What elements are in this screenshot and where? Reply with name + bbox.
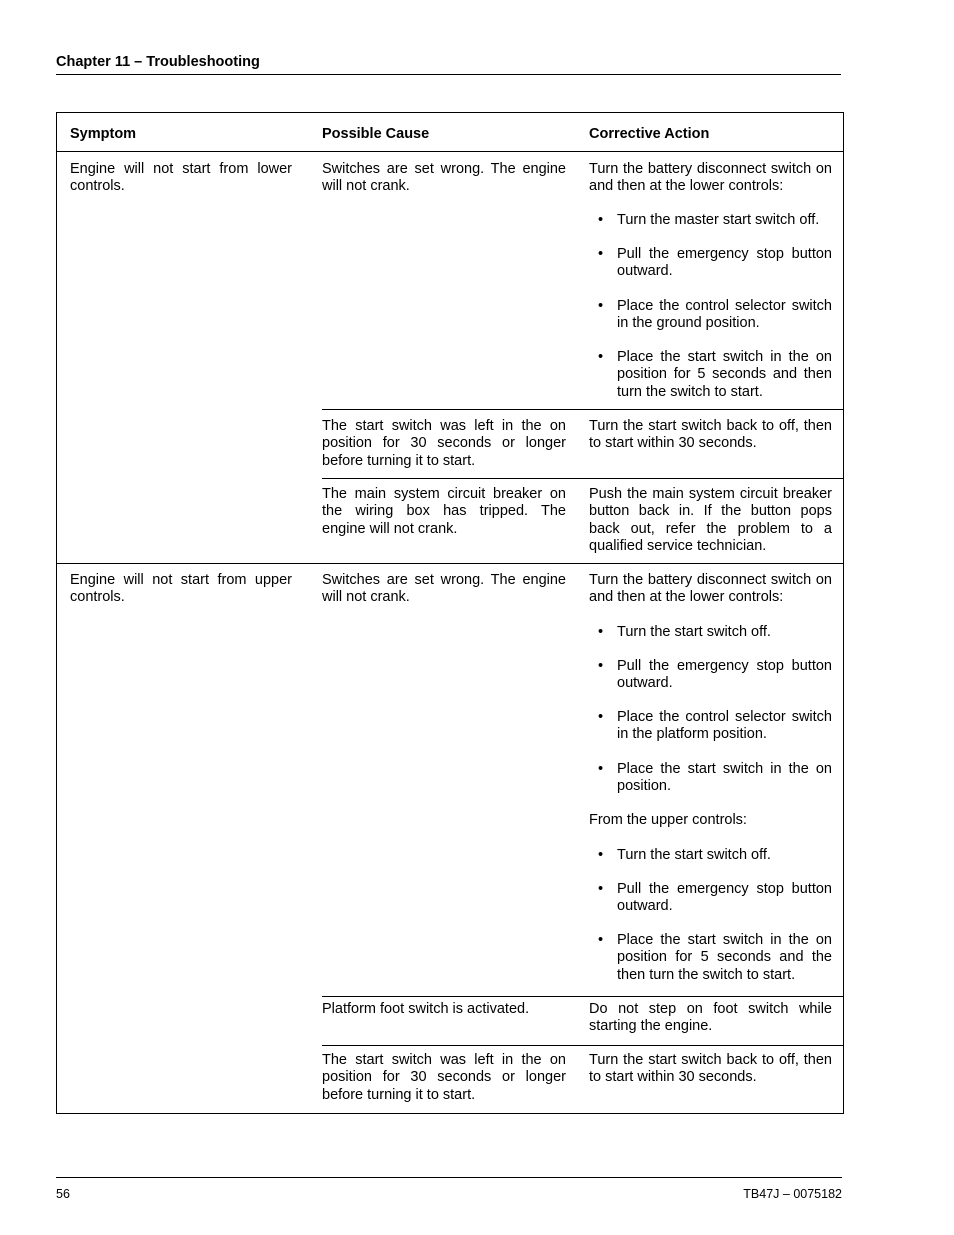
action-step: Turn the start switch off. bbox=[617, 847, 771, 863]
action-step: Place the control selector switch in the platform position. bbox=[617, 709, 832, 743]
bullet-marker: • bbox=[598, 658, 604, 674]
action-step: Pull the emergency stop button outward. bbox=[617, 246, 832, 280]
cause-cell: The start switch was left in the on position for 30 seconds or longer before turning it to start. bbox=[322, 418, 566, 469]
cause-divider bbox=[322, 409, 843, 410]
symptom-cell: Engine will not start from upper controls. bbox=[70, 572, 292, 606]
action-cell: Do not step on foot switch while starting the engine. bbox=[589, 1001, 832, 1035]
chapter-title: Chapter 11 – Troubleshooting bbox=[56, 54, 260, 70]
cause-cell: The start switch was left in the on position for 30 seconds or longer before turning it to start. bbox=[322, 1052, 566, 1103]
action-cell: Turn the start switch back to off, then to start within 30 seconds. bbox=[589, 1052, 832, 1086]
action-step: Pull the emergency stop button outward. bbox=[617, 881, 832, 915]
bullet-marker: • bbox=[598, 212, 604, 228]
cause-divider bbox=[322, 478, 843, 479]
action-intro: Turn the battery disconnect switch on and then at the lower controls: bbox=[589, 572, 832, 606]
header-divider bbox=[56, 74, 841, 75]
cause-cell: Switches are set wrong. The engine will not crank. bbox=[322, 161, 566, 195]
symptom-cell: Engine will not start from lower controls. bbox=[70, 161, 292, 195]
bullet-marker: • bbox=[598, 932, 604, 948]
bullet-marker: • bbox=[598, 624, 604, 640]
action-step: Place the control selector switch in the ground position. bbox=[617, 298, 832, 332]
page-number: 56 bbox=[56, 1187, 70, 1201]
bullet-marker: • bbox=[598, 847, 604, 863]
cause-cell: The main system circuit breaker on the wiring box has tripped. The engine will not crank. bbox=[322, 486, 566, 537]
bullet-marker: • bbox=[598, 298, 604, 314]
footer-divider bbox=[56, 1177, 842, 1178]
bullet-marker: • bbox=[598, 349, 604, 365]
action-step: Place the start switch in the on position. bbox=[617, 761, 832, 795]
action-intro: From the upper controls: bbox=[589, 812, 747, 828]
action-cell: Push the main system circuit breaker button back in. If the button pops back out, refer the problem to a qualified service technician. bbox=[589, 486, 832, 554]
cause-divider bbox=[322, 1045, 843, 1046]
bullet-marker: • bbox=[598, 761, 604, 777]
column-header-possible-cause: Possible Cause bbox=[322, 126, 430, 142]
action-step: Pull the emergency stop button outward. bbox=[617, 658, 832, 692]
bullet-marker: • bbox=[598, 709, 604, 725]
action-step: Turn the start switch off. bbox=[617, 624, 771, 640]
action-cell: Turn the start switch back to off, then to start within 30 seconds. bbox=[589, 418, 832, 452]
column-header-symptom: Symptom bbox=[70, 126, 137, 142]
header-row-divider bbox=[56, 151, 843, 152]
action-step: Place the start switch in the on position for 5 seconds and then turn the switch to start. bbox=[617, 349, 832, 400]
row-divider bbox=[56, 563, 843, 564]
action-step: Place the start switch in the on position for 5 seconds and the then turn the switch to start. bbox=[617, 932, 832, 983]
column-header-corrective-action: Corrective Action bbox=[589, 126, 710, 142]
cause-cell: Switches are set wrong. The engine will not crank. bbox=[322, 572, 566, 606]
cause-cell: Platform foot switch is activated. bbox=[322, 1001, 530, 1017]
cause-divider bbox=[322, 996, 843, 997]
action-step: Turn the master start switch off. bbox=[617, 212, 820, 228]
action-intro: Turn the battery disconnect switch on and then at the lower controls: bbox=[589, 161, 832, 195]
bullet-marker: • bbox=[598, 881, 604, 897]
bullet-marker: • bbox=[598, 246, 604, 262]
document-id: TB47J – 0075182 bbox=[743, 1187, 842, 1201]
